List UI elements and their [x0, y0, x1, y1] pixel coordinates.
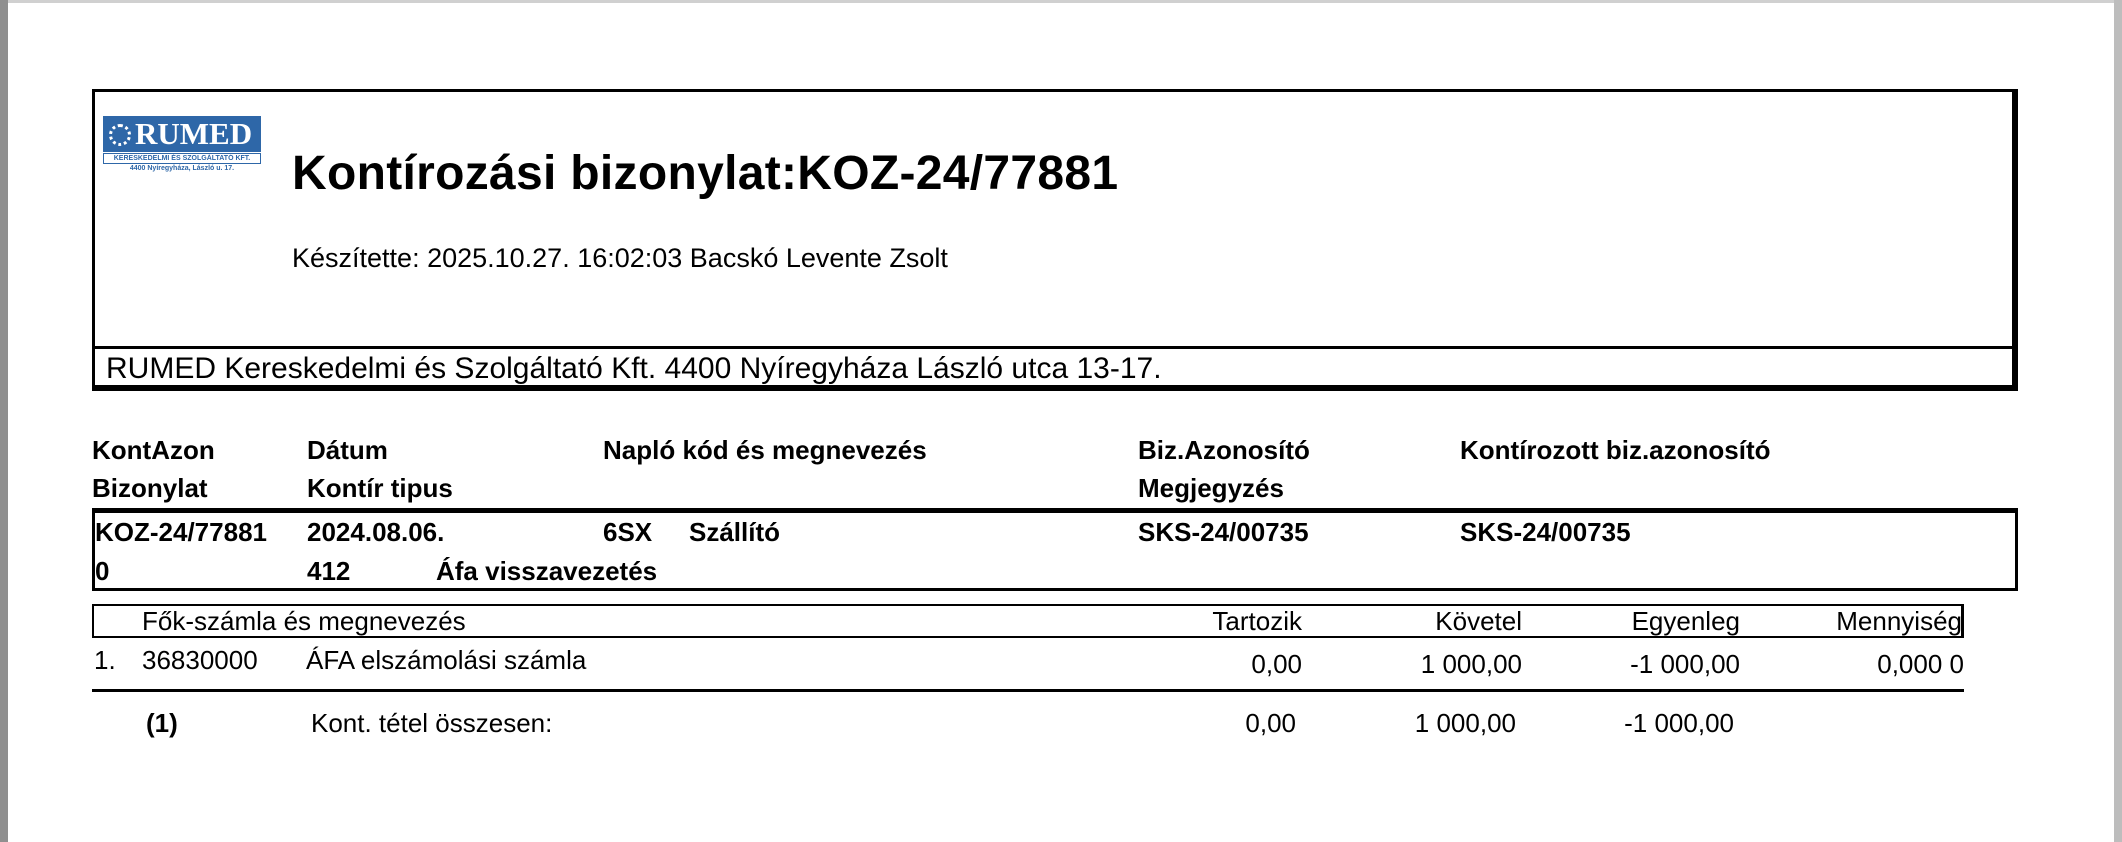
- items-col-account: Fők-számla és megnevezés: [142, 606, 466, 636]
- items-col-egyenleg: Egyenleg: [1631, 606, 1740, 636]
- viewer-right-edge: [2114, 0, 2122, 842]
- header-divider: [92, 346, 2018, 349]
- total-count: (1): [146, 708, 178, 738]
- document-title: Kontírozási bizonylat:KOZ-24/77881: [292, 147, 1119, 200]
- doc-datum: 2024.08.06.: [307, 517, 445, 547]
- row-account: 36830000: [142, 645, 258, 675]
- logo-address: 4400 Nyíregyháza, László u. 17.: [129, 165, 235, 172]
- doc-kontir-tipus-code: 412: [307, 556, 351, 586]
- col-megjegyzes: Megjegyzés: [1138, 473, 1284, 503]
- items-col-mennyiseg: Mennyiség: [1836, 606, 1962, 636]
- made-by-line: Készítette: 2025.10.27. 16:02:03 Bacskó Levente Zsolt: [292, 243, 948, 273]
- row-egyenleg: -1 000,00: [1630, 649, 1740, 679]
- col-bizonylat: Bizonylat: [92, 473, 208, 503]
- table-total-divider: [92, 689, 1964, 692]
- viewer-left-edge: [0, 0, 8, 842]
- gear-icon: [109, 124, 131, 146]
- col-kontir-tipus: Kontír tipus: [307, 473, 453, 503]
- col-naplo: Napló kód és megnevezés: [603, 435, 927, 465]
- doc-biz-azonosito: SKS-24/00735: [1138, 517, 1309, 547]
- col-biz-azonosito: Biz.Azonosító: [1138, 435, 1310, 465]
- total-tartozik: 0,00: [1245, 708, 1296, 738]
- row-kovetel: 1 000,00: [1420, 649, 1522, 679]
- logo-subtitle: KERESKEDELMI ÉS SZOLGÁLTATÓ KFT.: [103, 153, 261, 164]
- doc-kontir-tipus-name: Áfa visszavezetés: [436, 556, 658, 586]
- items-col-tartozik: Tartozik: [1212, 606, 1302, 636]
- viewer-top-edge: [8, 0, 2114, 3]
- items-col-kovetel: Követel: [1435, 606, 1522, 636]
- doc-bizonylat: 0: [95, 556, 110, 586]
- col-kontirozott: Kontírozott biz.azonosító: [1460, 435, 1771, 465]
- company-line: RUMED Kereskedelmi és Szolgáltató Kft. 4400 Nyíregyháza László utca 13-17.: [106, 352, 1162, 385]
- col-datum: Dátum: [307, 435, 388, 465]
- doc-naplo-code: 6SX: [603, 517, 653, 547]
- company-logo: [103, 116, 261, 174]
- row-mennyiseg: 0,000 0: [1877, 649, 1964, 679]
- col-kontazon: KontAzon: [92, 435, 215, 465]
- logo-name: RUMED: [135, 116, 253, 151]
- total-kovetel: 1 000,00: [1414, 708, 1516, 738]
- doc-kontirozott: SKS-24/00735: [1460, 517, 1631, 547]
- total-label: Kont. tétel összesen:: [311, 708, 553, 738]
- total-egyenleg: -1 000,00: [1624, 708, 1734, 738]
- row-index: 1.: [94, 645, 116, 675]
- row-tartozik: 0,00: [1251, 649, 1302, 679]
- doc-kontazon: KOZ-24/77881: [95, 517, 267, 547]
- doc-naplo-name: Szállító: [689, 517, 781, 547]
- row-account-name: ÁFA elszámolási számla: [306, 645, 587, 675]
